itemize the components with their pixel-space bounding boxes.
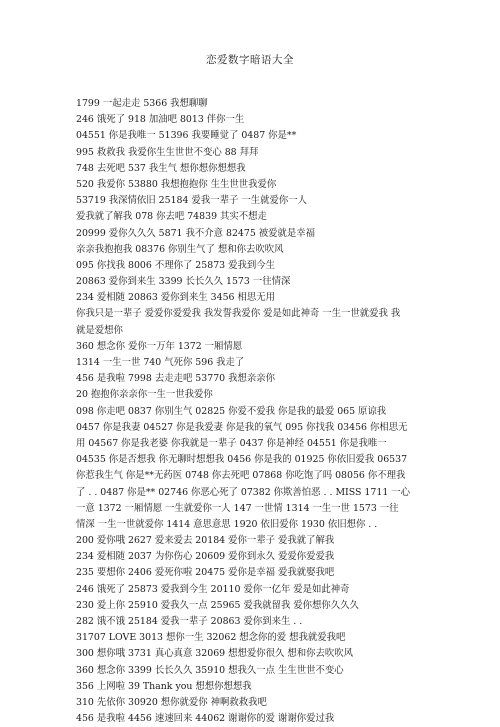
- text-line: 246 饿死了 25873 爱我到今生 20110 爱你一亿年 爱是如此神奇: [76, 583, 350, 595]
- text-line: 456 是我啦 4456 速速回来 44062 谢谢你的爱 谢谢你爱过我: [76, 713, 335, 725]
- document-body: [76, 96, 436, 727]
- text-line: 情深 一生一世就爱你 1414 意思意思 1920 依旧爱你 1930 依旧想你 . .: [76, 518, 378, 530]
- text-line: 你我只是一辈子 爱爱你爱爱我 我发誓我爱你 爱是如此神奇 一生一世就爱我 我: [76, 308, 401, 320]
- text-line: 一意 1372 一厢情愿 一生就爱你一人 147 一世情 1314 一生一世 1573 一往: [76, 502, 399, 514]
- text-line: 1314 一生一世 740 气死你 596 我走了: [76, 357, 245, 368]
- text-line: 亲亲我抱抱我 08376 你别生气了 想和你去吹吹风: [76, 243, 284, 255]
- text-line: 995 救救我 我爱你生生世世不变心 88 拜拜: [76, 146, 259, 158]
- text-line: 282 饿不饿 25184 爱我一辈子 20863 爱你到来生 . .: [76, 616, 303, 627]
- text-line: 就是爱想你: [76, 324, 123, 336]
- text-line: 456 是我啦 7998 去走走吧 53770 我想亲亲你: [76, 373, 275, 385]
- text-line: 1799 一起走走 5366 我想聊聊: [76, 98, 208, 109]
- text-line: 748 去死吧 537 我生气 想你想你想想我: [76, 162, 246, 174]
- text-line: 520 我爱你 53880 我想抱抱你 生生世世我爱你: [76, 178, 277, 190]
- text-line: 356 上网啦 39 Thank you 想想你想想我: [76, 680, 252, 692]
- text-line: 300 想你哦 3731 真心真意 32069 想想爱你很久 想和你去吹吹风: [76, 648, 353, 660]
- text-line: 200 爱你哦 2627 爱来爱去 20184 爱你一辈子 爱我就了解我: [76, 535, 335, 547]
- text-line: 04535 你是否想我 你无聊时想想我 0456 你是我的 01925 你依旧爱我 06537: [76, 454, 408, 466]
- text-line: 246 饿死了 918 加油吧 8013 伴你一生: [76, 114, 245, 126]
- text-line: 用 04567 你是我老婆 你我就是一辈子 0437 你是神经 04551 你是我唯一: [76, 437, 387, 449]
- text-line: 310 先依你 30920 想你就爱你 神啊救救我吧: [76, 696, 267, 708]
- text-line: 53719 我深情依旧 25184 爱我一辈子 一生就爱你一人: [76, 195, 307, 207]
- text-line: 230 爱上你 25910 爱我久一点 25965 爱我就留我 爱你想你久久久: [76, 599, 359, 611]
- text-line: 20999 爱你久久久 5871 我不介意 82475 被爱就是幸福: [76, 227, 316, 239]
- text-line: 31707 LOVE 3013 想你一生 32062 想念你的爱 想我就爱我吧: [76, 632, 346, 644]
- text-line: 0457 你是我妻 04527 你是我爱妻 你是我的氧气 095 你找我 03456 你相思无: [76, 421, 408, 433]
- text-line: 234 爱相随 2037 为你伤心 20609 爱你到永久 爱爱你爱爱我: [76, 551, 335, 563]
- text-line: 360 想念你 3399 长长久久 35910 想我久一点 生生世世不变心: [76, 664, 344, 676]
- text-line: 了 . . 0487 你是** 02746 你恶心死了 07382 你欺善怕恶 . . MISS 1711 一心: [76, 486, 411, 498]
- text-line: 04551 你是我唯一 51396 我要睡觉了 0487 你是**: [76, 130, 297, 142]
- text-line: 20863 爱你到来生 3399 长长久久 1573 一往情深: [76, 276, 291, 288]
- text-line: 20 抱抱你亲亲你一生一世我爱你: [76, 389, 213, 401]
- text-line: 你惹我生气 你是**无药医 0748 你去死吧 07868 你吃饱了吗 08056 你不理我: [76, 470, 406, 482]
- text-line: 360 想念你 爱你一万年 1372 一厢情愿: [76, 340, 243, 352]
- text-line: 234 爱相随 20863 爱你到来生 3456 相思无用: [76, 292, 275, 304]
- text-line: 095 你找我 8006 不理你了 25873 爱我到今生: [76, 259, 275, 271]
- text-line: 098 你走吧 0837 你别生气 02825 你爱不爱我 你是我的最爱 065 原谅我: [76, 405, 387, 417]
- text-line: 爱我就了解我 078 你去吧 74839 其实不想走: [76, 211, 267, 223]
- document-title: 恋爱数字暗语大全: [206, 54, 294, 66]
- text-line: 235 要想你 2406 爱死你啦 20475 爱你是幸福 爱我就娶我吧: [76, 567, 335, 579]
